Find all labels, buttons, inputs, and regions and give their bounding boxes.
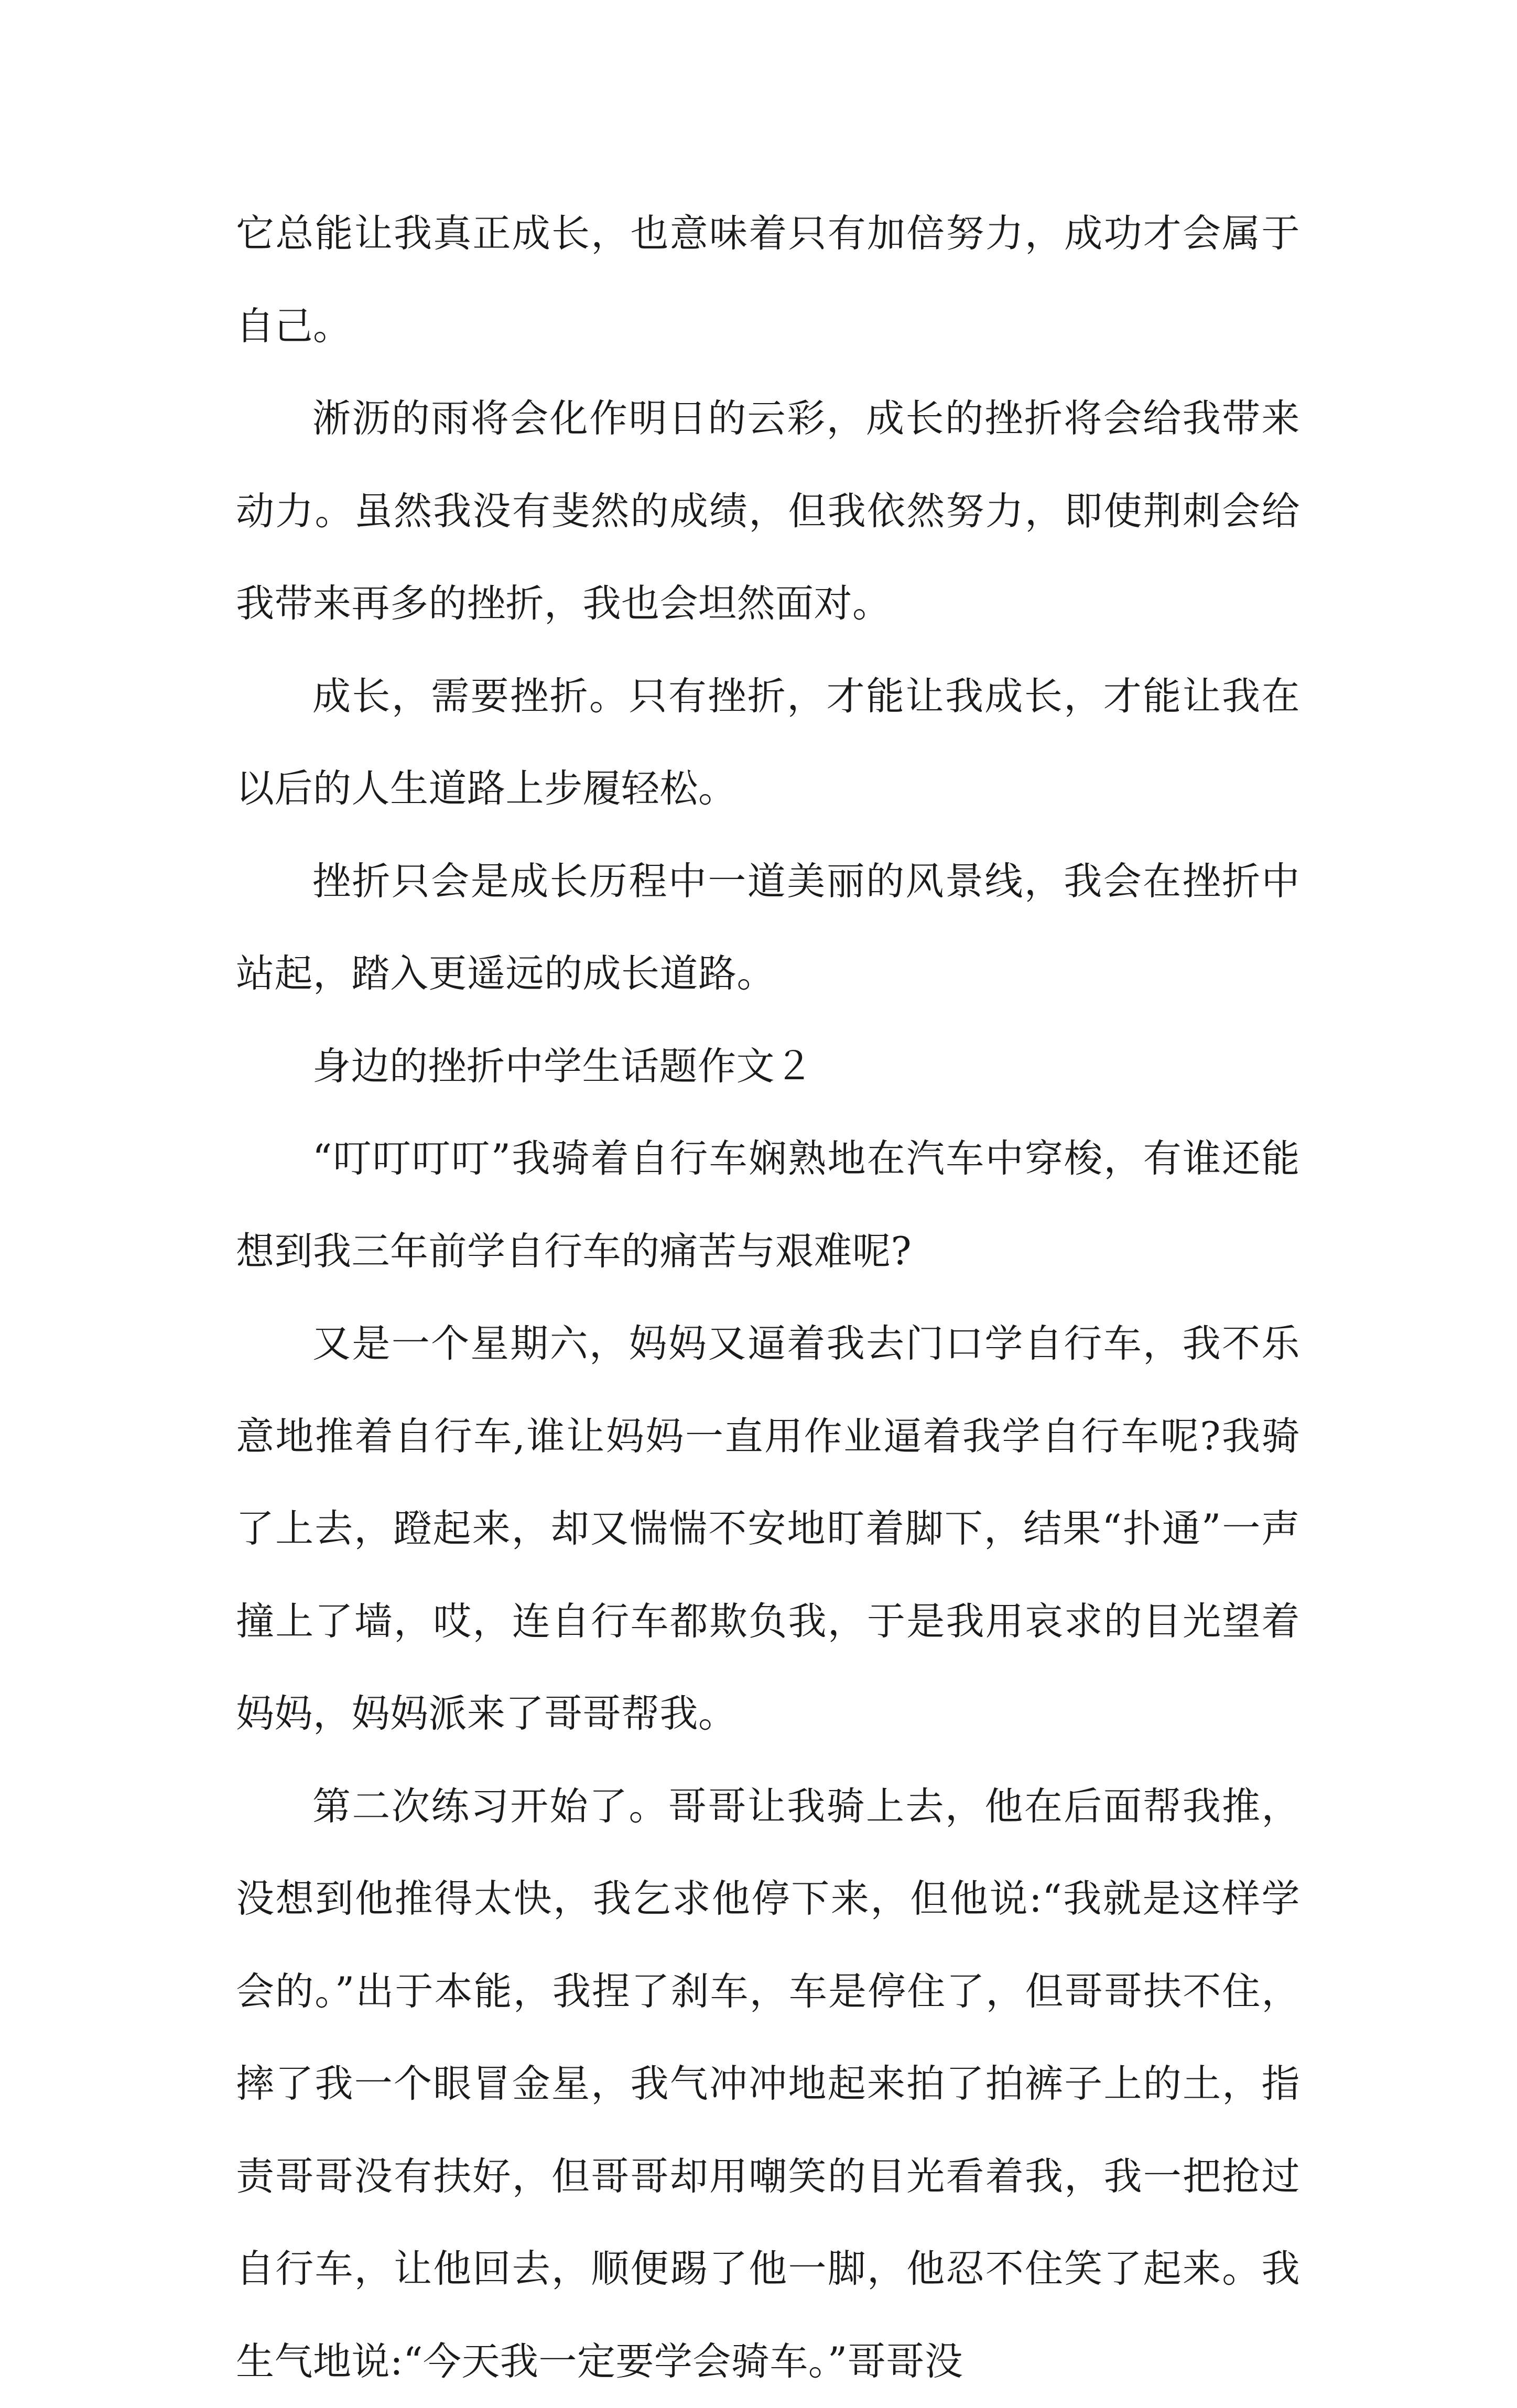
essay-title-2: 身边的挫折中学生话题作文２ [236, 1021, 1300, 1113]
paragraph-6: 又是一个星期六，妈妈又逼着我去门口学自行车，我不乐意地推着自行车,谁让妈妈一直用作业逼着我学自行车呢?我骑了上去，蹬起来，却又惴惴不安地盯着脚下，结果“扑通”一声撞上了墙，哎，连自行车都欺负我，于是我用哀求的目光望着妈妈，妈妈派来了哥哥帮我。 [236, 1298, 1300, 1761]
paragraph-5: “叮叮叮叮”我骑着自行车娴熟地在汽车中穿梭，有谁还能想到我三年前学自行车的痛苦与艰难呢? [236, 1113, 1300, 1298]
essay-body [236, 188, 1300, 2408]
paragraph-4: 挫折只会是成长历程中一道美丽的风景线，我会在挫折中站起，踏入更遥远的成长道路。 [236, 836, 1300, 1021]
paragraph-3: 成长，需要挫折。只有挫折，才能让我成长，才能让我在以后的人生道路上步履轻松。 [236, 650, 1300, 836]
paragraph-1: 它总能让我真正成长，也意味着只有加倍努力，成功才会属于自己。 [236, 188, 1300, 373]
paragraph-2: 淅沥的雨将会化作明日的云彩，成长的挫折将会给我带来动力。虽然我没有斐然的成绩，但我依然努力，即使荆刺会给我带来再多的挫折，我也会坦然面对。 [236, 373, 1300, 650]
paragraph-7: 第二次练习开始了。哥哥让我骑上去，他在后面帮我推，没想到他推得太快，我乞求他停下来，但他说:“我就是这样学会的。”出于本能，我捏了刹车，车是停住了，但哥哥扶不住，摔了我一个眼冒金星，我气冲冲地起来拍了拍裤子上的土，指责哥哥没有扶好，但哥哥却用嘲笑的目光看着我，我一把抢过自行车，让他回去，顺便踢了他一脚，他忍不住笑了起来。我生气地说:“今天我一定要学会骑车。”哥哥没 [236, 1761, 1300, 2408]
